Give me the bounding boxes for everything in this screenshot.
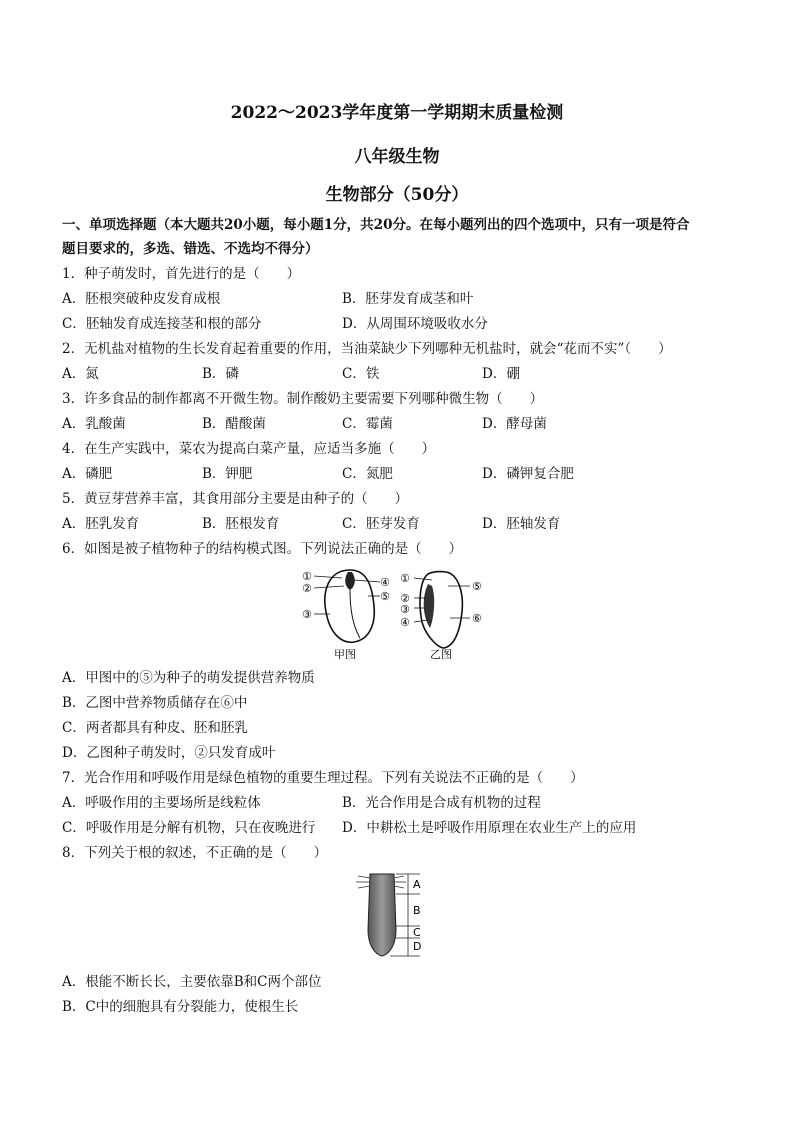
q2-option-c: C．铁 bbox=[342, 366, 380, 382]
q1-option-d: D．从周围环境吸收水分 bbox=[342, 316, 488, 332]
corn-label-4: ④ bbox=[400, 616, 410, 629]
question-2-stem: 2．无机盐对植物的生长发育起着重要的作用，当油菜缺少下列哪种无机盐时，就会“花而不实”（ ） bbox=[62, 341, 672, 357]
bean-label-4: ④ bbox=[380, 576, 390, 589]
q1-option-c: C．胚轴发育成连接茎和根的部分 bbox=[62, 316, 262, 332]
q6-option-b: B．乙图中营养物质储存在⑥中 bbox=[62, 695, 248, 711]
q7-option-a: A．呼吸作用的主要场所是线粒体 bbox=[62, 795, 261, 811]
question-6-stem: 6．如图是被子植物种子的结构模式图。下列说法正确的是（ ） bbox=[62, 541, 463, 557]
question-5-stem: 5．黄豆芽营养丰富，其食用部分主要是由种子的（ ） bbox=[62, 491, 409, 507]
q2-option-a: A．氮 bbox=[62, 366, 99, 382]
section-instruction-line2: 题目要求的，多选、错选、不选均不得分） bbox=[62, 241, 319, 257]
corn-label-5: ⑤ bbox=[472, 580, 482, 593]
section-instruction-line1: 一、单项选择题（本大题共20小题，每小题1分，共20分。在每小题列出的四个选项中，只有一项是符合 bbox=[62, 217, 690, 233]
q6-option-d: D．乙图种子萌发时，②只发育成叶 bbox=[62, 745, 276, 761]
bean-label-5: ⑤ bbox=[380, 590, 390, 603]
corn-label-1: ① bbox=[400, 572, 410, 585]
q6-option-a: A．甲图中的⑤为种子的萌发提供营养物质 bbox=[62, 670, 315, 686]
q3-option-c: C．霉菌 bbox=[342, 416, 393, 432]
exam-subtitle: 八年级生物 bbox=[354, 147, 440, 167]
root-zone-b-label: B bbox=[413, 904, 421, 917]
bean-label-1: ① bbox=[302, 570, 312, 583]
q8-option-b: B．C中的细胞具有分裂能力，使根生长 bbox=[62, 999, 299, 1015]
q5-option-d: D．胚轴发育 bbox=[482, 516, 561, 532]
bean-seed-diagram bbox=[314, 570, 380, 642]
q4-option-d: D．磷钾复合肥 bbox=[482, 466, 574, 482]
q3-option-d: D．酵母菌 bbox=[482, 416, 547, 432]
root-zone-a-label: A bbox=[413, 878, 421, 891]
q7-option-d: D．中耕松土是呼吸作用原理在农业生产上的应用 bbox=[342, 820, 637, 836]
corn-seed-diagram bbox=[414, 572, 470, 648]
q8-option-a: A．根能不断长长，主要依靠B和C两个部位 bbox=[62, 974, 322, 990]
corn-label-6: ⑥ bbox=[472, 612, 482, 625]
bean-caption: 甲图 bbox=[334, 648, 356, 661]
question-1-stem: 1．种子萌发时，首先进行的是（ ） bbox=[62, 266, 301, 282]
corn-label-3: ③ bbox=[400, 603, 410, 616]
q6-option-c: C．两者都具有种皮、胚和胚乳 bbox=[62, 720, 248, 736]
part-heading: 生物部分（50分） bbox=[325, 185, 469, 205]
corn-label-2: ② bbox=[400, 592, 410, 605]
root-tip-figure bbox=[350, 870, 430, 958]
q4-option-a: A．磷肥 bbox=[62, 466, 113, 482]
q4-option-b: B．钾肥 bbox=[202, 466, 253, 482]
question-4-stem: 4．在生产实践中，菜农为提高白菜产量，应适当多施（ ） bbox=[62, 441, 436, 457]
q1-option-b: B．胚芽发育成茎和叶 bbox=[342, 291, 474, 307]
question-8-stem: 8．下列关于根的叙述，不正确的是（ ） bbox=[62, 845, 328, 861]
corn-caption: 乙图 bbox=[430, 648, 452, 661]
root-zone-d-label: D bbox=[413, 940, 422, 953]
question-7-stem: 7．光合作用和呼吸作用是绿色植物的重要生理过程。下列有关说法不正确的是（ ） bbox=[62, 770, 584, 786]
q2-option-b: B．磷 bbox=[202, 366, 239, 382]
q5-option-c: C．胚芽发育 bbox=[342, 516, 420, 532]
q5-option-b: B．胚根发育 bbox=[202, 516, 280, 532]
bean-label-2: ② bbox=[302, 582, 312, 595]
q3-option-a: A．乳酸菌 bbox=[62, 416, 126, 432]
q5-option-a: A．胚乳发育 bbox=[62, 516, 140, 532]
q2-option-d: D．硼 bbox=[482, 366, 520, 382]
seed-structure-figure bbox=[298, 562, 496, 662]
q4-option-c: C．氮肥 bbox=[342, 466, 393, 482]
question-3-stem: 3．许多食品的制作都离不开微生物。制作酸奶主要需要下列哪种微生物（ ） bbox=[62, 391, 544, 407]
root-zone-c-label: C bbox=[413, 926, 421, 939]
q7-option-c: C．呼吸作用是分解有机物，只在夜晚进行 bbox=[62, 820, 316, 836]
q1-option-a: A．胚根突破种皮发育成根 bbox=[62, 291, 221, 307]
q3-option-b: B．醋酸菌 bbox=[202, 416, 266, 432]
exam-title: 2022～2023学年度第一学期期末质量检测 bbox=[230, 103, 564, 123]
bean-label-3: ③ bbox=[302, 608, 312, 621]
q7-option-b: B．光合作用是合成有机物的过程 bbox=[342, 795, 541, 811]
